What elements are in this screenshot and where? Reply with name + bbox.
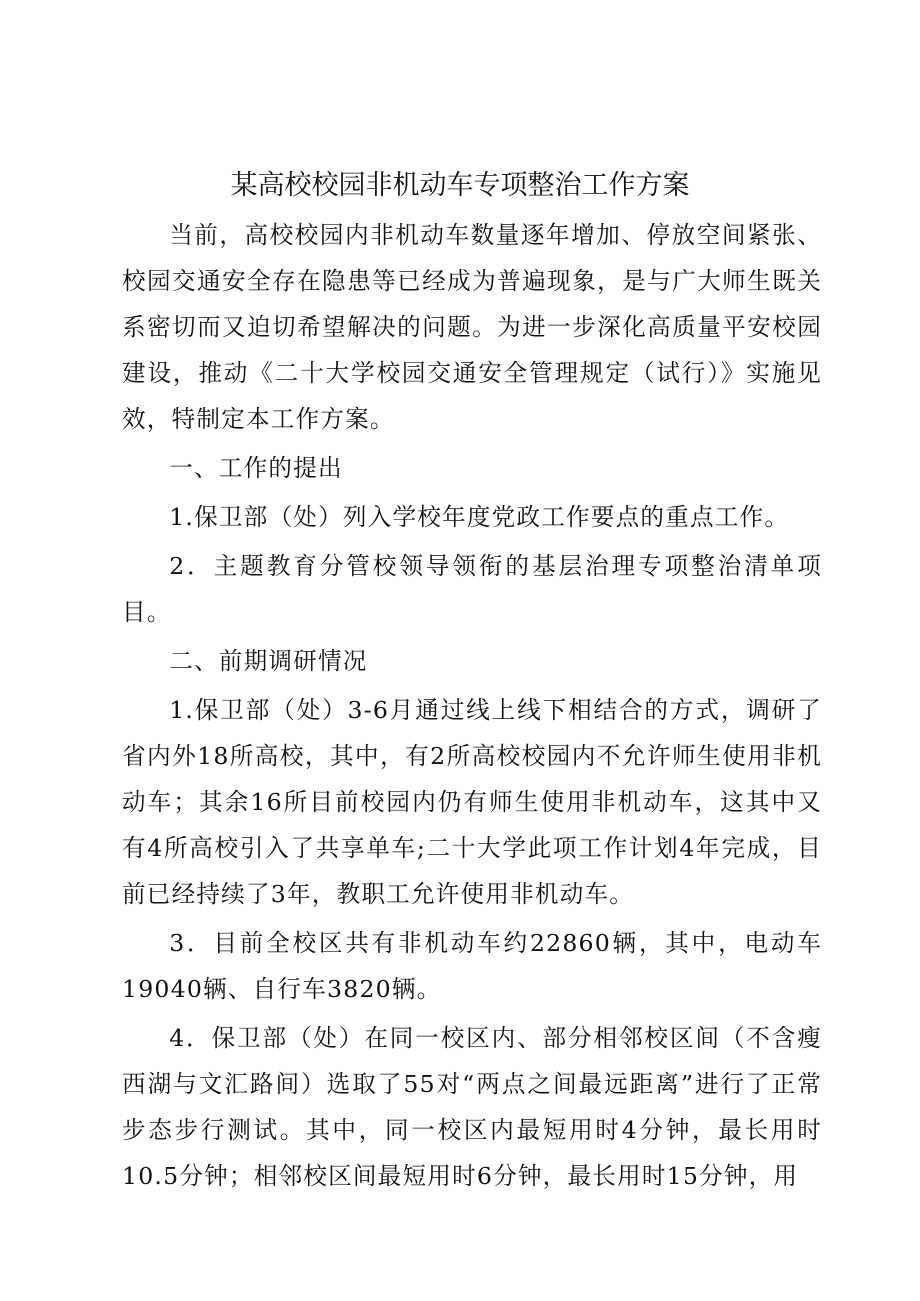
intro-paragraph: 当前，高校校园内非机动车数量逐年增加、停放空间紧张、校园交通安全存在隐患等已经成为普遍现象，是与广大师生既关系密切而又迫切希望解决的问题。为进一步深化高质量平安校园建设，推动《二十大学校园交通安全管理规定（试行）》实施见效，特制定本工作方案。: [122, 221, 822, 433]
section-heading-1: 一、工作的提出: [169, 454, 343, 482]
paragraph-1-1: 1.保卫部（处）列入学校年度党政工作要点的重点工作。: [169, 503, 790, 531]
paragraph-2-4: 4．保卫部（处）在同一校区内、部分相邻校区间（不含瘦西湖与文汇路间）选取了55对“两点之间最远距离”进行了正常步态步行测试。其中，同一校区内最短用时4分钟，最长用时10.5分钟；相邻校区间最短用时6分钟，最长用时15分钟，用: [122, 1024, 822, 1190]
document-body: [122, 212, 822, 1199]
paragraph-2-3: 3．目前全校区共有非机动车约22860辆，其中，电动车19040辆、自行车3820辆。: [122, 929, 822, 1003]
section-heading-2: 二、前期调研情况: [169, 647, 368, 675]
paragraph-1-2: 2．主题教育分管校领导领衔的基层治理专项整治清单项目。: [122, 552, 822, 626]
paragraph-2-1: 1.保卫部（处）3-6月通过线上线下相结合的方式，调研了省内外18所高校，其中，有2所高校校园内不允许师生使用非机动车；其余16所目前校园内仍有师生使用非机动车，这其中又有4所高校引入了共享单车;二十大学此项工作计划4年完成，目前已经持续了3年，教职工允许使用非机动车。: [122, 696, 822, 908]
document-title: 某高校校园非机动车专项整治工作方案: [230, 170, 690, 201]
